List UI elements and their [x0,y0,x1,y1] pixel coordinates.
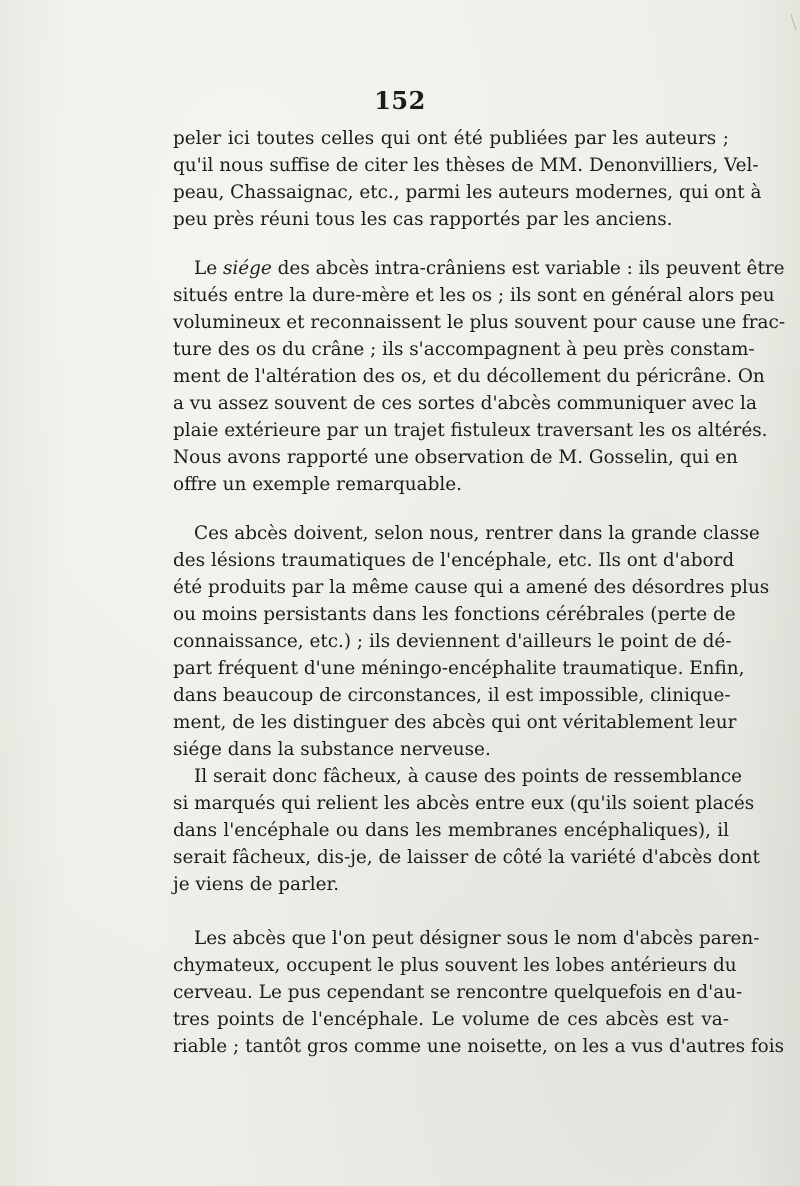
text-line: été produits par la même cause qui a amené des désordres plus [173,577,770,598]
text-line: Nous avons rapporté une observation de M. Gosselin, qui en [173,447,738,468]
text-line: Il serait donc fâcheux, à cause des points de ressemblance [194,766,743,787]
text-line: situés entre la dure-mère et les os ; ils sont en général alors peu [173,285,775,306]
text-line: Le siége des abcès intra-crâniens est variable : ils peuvent être [194,258,785,279]
text-line: ture des os du crâne ; ils s'accompagnent à peu près constam- [173,339,755,360]
text-line: chymateux, occupent le plus souvent les lobes antérieurs du [173,955,737,976]
text-line: peau, Chassaignac, etc., parmi les auteurs modernes, qui ont à [173,182,762,203]
text-line: je viens de parler. [173,874,340,895]
italic-term: siége [222,258,272,279]
text-line: cerveau. Le pus cependant se rencontre quelquefois en d'au- [173,982,743,1003]
text-line: des lésions traumatiques de l'encéphale, etc. Ils ont d'abord [173,550,735,571]
text-line: plaie extérieure par un trajet fistuleux traversant les os altérés. [173,420,768,441]
paragraph-5 [173,925,785,1060]
paragraph-gap [173,498,729,520]
text-line: ment, de les distinguer des abcès qui ont véritablement leur [173,712,737,733]
text-line: volumineux et reconnaissent le plus souvent pour cause une frac- [173,312,786,333]
text-line: riable ; tantôt gros comme une noisette, on les a vus d'autres fois [173,1036,785,1057]
text-line: Les abcès que l'on peut désigner sous le nom d'abcès paren- [194,928,760,949]
body-text [173,125,786,1060]
page-number: 152 [374,86,426,115]
text-line: qu'il nous suffise de citer les thèses de MM. Denonvilliers, Vel- [173,155,759,176]
paragraph-3 [173,520,770,763]
text-line: dans l'encéphale ou dans les membranes encéphaliques), il [173,820,729,841]
paragraph-4 [173,763,760,898]
paragraph-2 [173,255,786,498]
paragraph-gap [173,898,729,925]
text-line: peler ici toutes celles qui ont été publiées par les auteurs ; [173,128,729,149]
text-line: ou moins persistants dans les fonctions cérébrales (perte de [173,604,736,625]
text-line: Ces abcès doivent, selon nous, rentrer dans la grande classe [194,523,760,544]
text-line: serait fâcheux, dis-je, de laisser de côté la variété d'abcès dont [173,847,760,868]
text-line: peu près réuni tous les cas rapportés par les anciens. [173,209,673,230]
paragraph-gap [173,233,729,255]
text-line: a vu assez souvent de ces sortes d'abcès communiquer avec la [173,393,757,414]
text-line: part fréquent d'une méningo-encéphalite traumatique. Enfin, [173,658,745,679]
text-line: dans beaucoup de circonstances, il est impossible, clinique- [173,685,731,706]
text-line: connaissance, etc.) ; ils deviennent d'ailleurs le point de dé- [173,631,732,652]
page-edge-mark [791,14,797,30]
text-line: offre un exemple remarquable. [173,474,462,495]
text-line: si marqués qui relient les abcès entre eux (qu'ils soient placés [173,793,755,814]
text-line: siége dans la substance nerveuse. [173,739,491,760]
text-line: ment de l'altération des os, et du décollement du péricrâne. On [173,366,765,387]
text-line: tres points de l'encéphale. Le volume de ces abcès est va- [173,1009,729,1030]
paragraph-1 [173,125,762,233]
